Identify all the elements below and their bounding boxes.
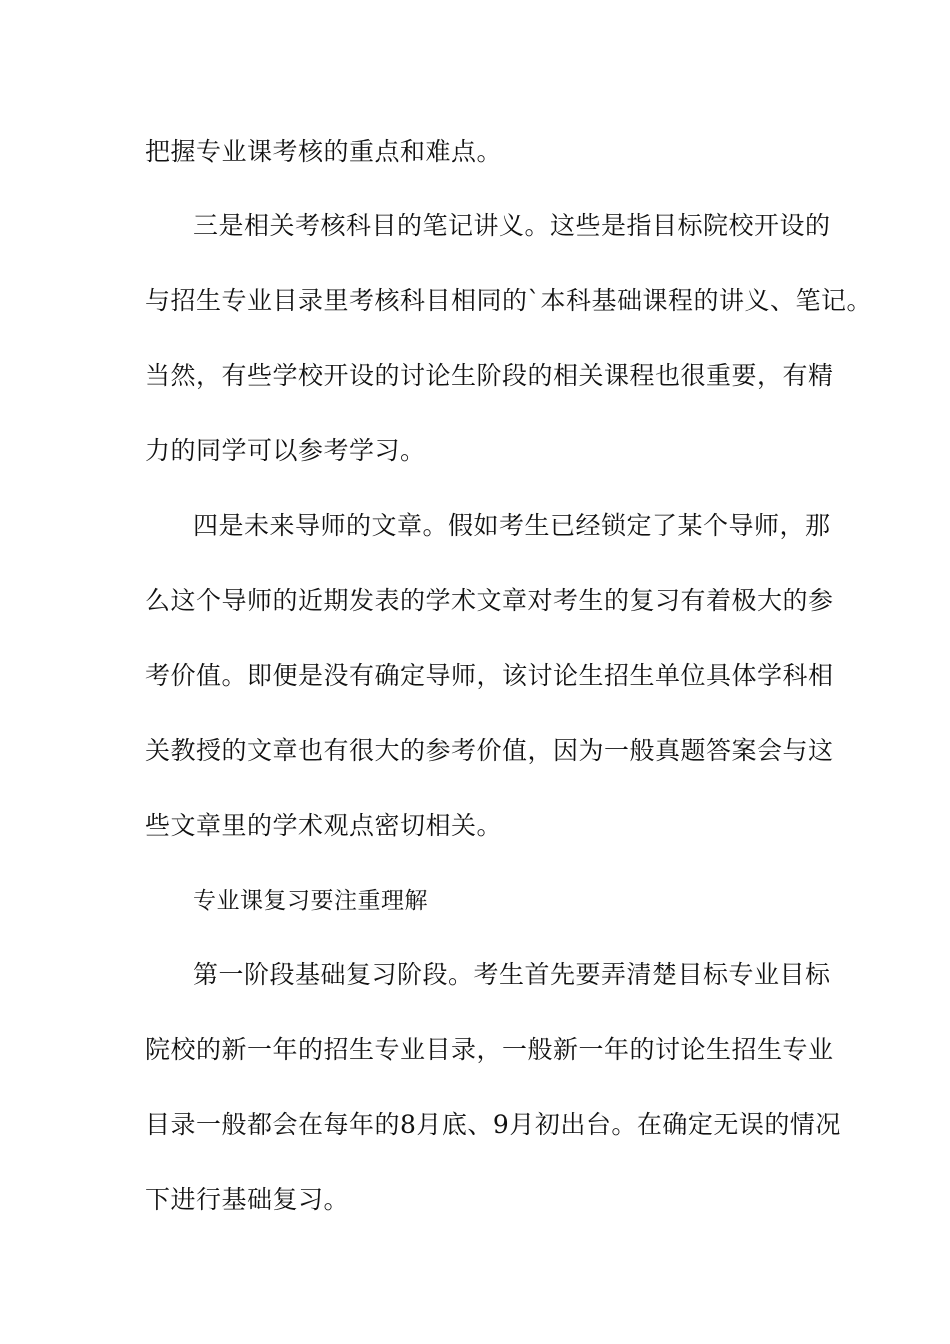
paragraph-line: 么这个导师的近期发表的学术文章对考生的复习有着极大的参 (145, 586, 834, 615)
paragraph-line: 关教授的文章也有很大的参考价值，因为一般真题答案会与这 (145, 736, 834, 765)
paragraph-line: 院校的新一年的招生专业目录，一般新一年的讨论生招生专业 (145, 1035, 834, 1064)
paragraph-line: 与招生专业目录里考核科目相同的`本科基础课程的讲义、笔记。 (145, 286, 873, 315)
paragraph-line: 力的同学可以参考学习。 (145, 436, 426, 465)
paragraph-line: 当然，有些学校开设的讨论生阶段的相关课程也很重要，有精 (145, 361, 834, 390)
paragraph-line: 三是相关考核科目的笔记讲义。这些是指目标院校开设的 (193, 211, 831, 240)
paragraph-line: 目录一般都会在每年的8月底、9月初出台。在确定无误的情况 (145, 1110, 841, 1139)
paragraph-line: 第一阶段基础复习阶段。考生首先要弄清楚目标专业目标 (193, 960, 831, 989)
paragraph-line: 把握专业课考核的重点和难点。 (145, 137, 503, 166)
section-heading: 专业课复习要注重理解 (193, 888, 428, 914)
paragraph-line: 下进行基础复习。 (145, 1185, 350, 1214)
paragraph-line: 些文章里的学术观点密切相关。 (145, 811, 503, 840)
paragraph-line: 考价值。即便是没有确定导师，该讨论生招生单位具体学科相 (145, 661, 834, 690)
paragraph-line: 四是未来导师的文章。假如考生已经锁定了某个导师，那 (193, 511, 831, 540)
